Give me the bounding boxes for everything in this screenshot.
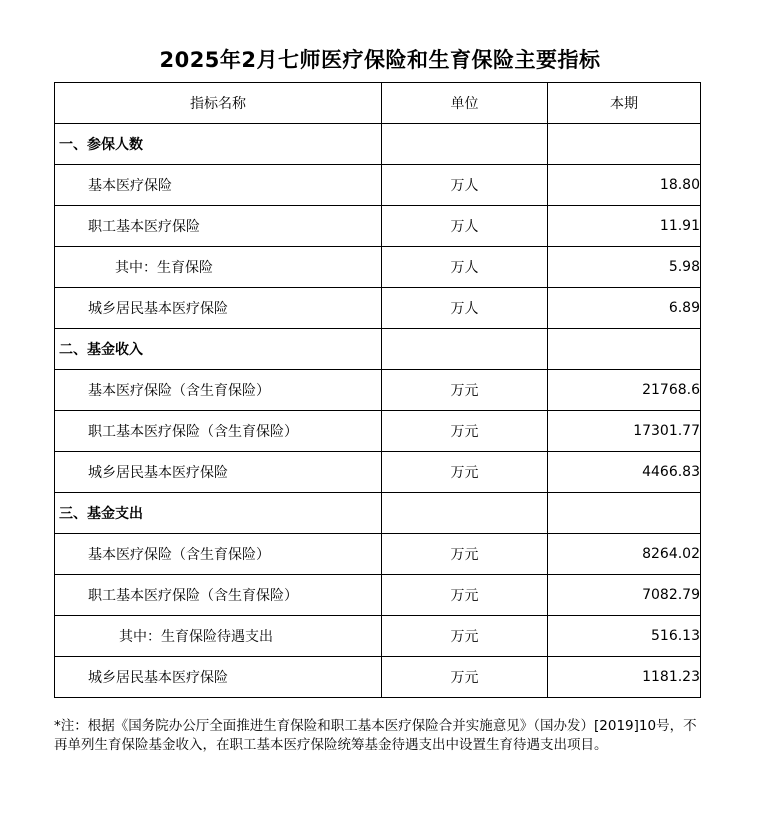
indicator-table	[54, 82, 701, 698]
row-value: 7082.79	[548, 575, 701, 616]
table-row	[55, 657, 701, 698]
row-value: 18.80	[548, 165, 701, 206]
table-row	[55, 411, 701, 452]
row-value: 4466.83	[548, 452, 701, 493]
row-unit: 万元	[382, 370, 548, 411]
table-row	[55, 534, 701, 575]
row-unit: 万元	[382, 575, 548, 616]
row-name: 城乡居民基本医疗保险	[55, 288, 382, 329]
header-indicator-name: 指标名称	[55, 83, 382, 124]
row-unit: 万元	[382, 411, 548, 452]
header-current-period: 本期	[548, 83, 701, 124]
row-name: 其中：生育保险	[55, 247, 382, 288]
row-name: 基本医疗保险（含生育保险）	[55, 370, 382, 411]
row-name: 城乡居民基本医疗保险	[55, 657, 382, 698]
row-name: 基本医疗保险（含生育保险）	[55, 534, 382, 575]
row-name: 一、参保人数	[55, 124, 382, 165]
table-row	[55, 124, 701, 165]
row-value	[548, 329, 701, 370]
row-name: 二、基金收入	[55, 329, 382, 370]
row-value: 8264.02	[548, 534, 701, 575]
row-value: 11.91	[548, 206, 701, 247]
row-name: 基本医疗保险	[55, 165, 382, 206]
row-unit: 万人	[382, 206, 548, 247]
table-row	[55, 575, 701, 616]
row-unit: 万元	[382, 657, 548, 698]
row-name: 职工基本医疗保险（含生育保险）	[55, 411, 382, 452]
table-row	[55, 370, 701, 411]
table-row	[55, 616, 701, 657]
row-unit: 万元	[382, 452, 548, 493]
table-row	[55, 247, 701, 288]
table-row	[55, 206, 701, 247]
row-value	[548, 124, 701, 165]
row-unit	[382, 124, 548, 165]
table-row	[55, 329, 701, 370]
row-value: 21768.6	[548, 370, 701, 411]
row-name: 城乡居民基本医疗保险	[55, 452, 382, 493]
table-row	[55, 452, 701, 493]
row-unit	[382, 493, 548, 534]
row-value: 5.98	[548, 247, 701, 288]
row-unit: 万元	[382, 534, 548, 575]
row-name: 职工基本医疗保险	[55, 206, 382, 247]
footnote: *注：根据《国务院办公厅全面推进生育保险和职工基本医疗保险合并实施意见》（国办发）[2019]10号，不再单列生育保险基金收入，在职工基本医疗保险统筹基金待遇支出中设置生育待遇支出项目。	[54, 718, 697, 753]
row-unit: 万人	[382, 288, 548, 329]
row-name: 职工基本医疗保险（含生育保险）	[55, 575, 382, 616]
row-value: 1181.23	[548, 657, 701, 698]
row-value	[548, 493, 701, 534]
row-value: 6.89	[548, 288, 701, 329]
row-name: 其中：生育保险待遇支出	[55, 616, 382, 657]
row-unit: 万元	[382, 616, 548, 657]
table-header-row	[55, 83, 701, 124]
row-unit	[382, 329, 548, 370]
row-value: 516.13	[548, 616, 701, 657]
row-name: 三、基金支出	[55, 493, 382, 534]
table-row	[55, 165, 701, 206]
row-value: 17301.77	[548, 411, 701, 452]
row-unit: 万人	[382, 165, 548, 206]
header-unit: 单位	[382, 83, 548, 124]
row-unit: 万人	[382, 247, 548, 288]
table-row	[55, 493, 701, 534]
table-row	[55, 288, 701, 329]
page-title: 2025年2月七师医疗保险和生育保险主要指标	[159, 48, 601, 72]
